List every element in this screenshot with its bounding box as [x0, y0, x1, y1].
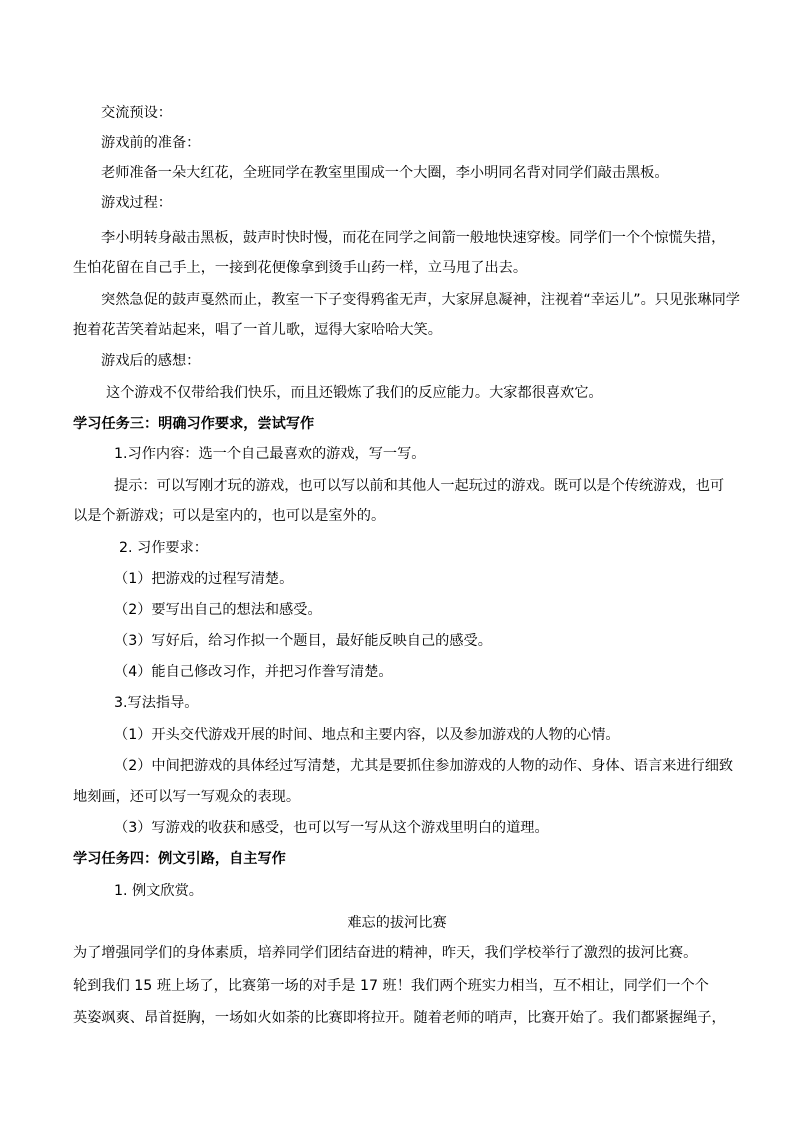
list-item: 1. 例文欣赏。 [114, 883, 203, 899]
list-item: 3.写法指导。 [114, 695, 199, 711]
paragraph-text: 老师准备一朵大红花，全班同学在教室里围成一个大圈，李小明同名背对同学们敲击黑板。 [101, 165, 669, 181]
paragraph-text: 李小明转身敲击黑板，鼓声时快时慢，而花在同学之间箭一般地快速穿梭。同学们一个个惊慌失措， [101, 230, 726, 246]
list-item: （2）中间把游戏的具体经过写清楚，尤其是要抓住参加游戏的人物的动作、身体、语言来进行细致 [114, 758, 734, 774]
list-item: （1）开头交代游戏开展的时间、地点和主要内容，以及参加游戏的人物的心情。 [114, 727, 620, 743]
list-item: 1.习作内容：选一个自己最喜欢的游戏，写一写。 [114, 446, 426, 462]
paragraph-text: 为了增强同学们的身体素质，培养同学们团结奋进的精神，昨天，我们学校举行了激烈的拔河比赛。 [73, 945, 698, 961]
heading-after-game: 游戏后的感想： [101, 353, 201, 369]
paragraph-text: 这个游戏不仅带给我们快乐，而且还锻炼了我们的反应能力。大家都很喜欢它。 [106, 385, 603, 401]
list-item: 2. 习作要求： [119, 540, 208, 556]
section-heading-task-four: 学习任务四：例文引路，自主写作 [73, 851, 286, 867]
paragraph-text: 轮到我们 15 班上场了，比赛第一场的对手是 17 班！我们两个班实力相当，互不相让，同学们一个个 [73, 978, 709, 994]
paragraph-text: 英姿飒爽、昂首挺胸，一场如火如荼的比赛即将拉开。随着老师的哨声，比赛开始了。我们都紧握绳子， [73, 1010, 726, 1026]
list-item: （3）写好后，给习作拟一个题目，最好能反映自己的感受。 [114, 633, 492, 649]
list-item: （2）要写出自己的想法和感受。 [114, 602, 322, 618]
paragraph-text: 提示：可以写刚才玩的游戏，也可以写以前和其他人一起玩过的游戏。既可以是个传统游戏，也可 [114, 478, 725, 494]
list-item: （4）能自己修改习作，并把习作誊写清楚。 [114, 664, 393, 680]
section-heading-task-three: 学习任务三：明确习作要求，尝试写作 [73, 416, 315, 432]
heading-before-game: 游戏前的准备： [101, 135, 201, 151]
list-item: （1）把游戏的过程写清楚。 [114, 571, 294, 587]
paragraph-text: 生怕花留在自己手上，一接到花便像拿到烫手山药一样，立马甩了出去。 [73, 260, 528, 276]
paragraph-text: 以是个新游戏；可以是室内的，也可以是室外的。 [73, 508, 386, 524]
heading-game-process: 游戏过程： [101, 195, 172, 211]
heading-exchange-preset: 交流预设： [101, 105, 172, 121]
paragraph-text: 突然急促的鼓声戛然而止，教室一下子变得鸦雀无声，大家屏息凝神，注视着“幸运儿”。只见张琳同学 [101, 292, 740, 308]
list-item: （3）写游戏的收获和感受，也可以写一写从这个游戏里明白的道理。 [114, 820, 549, 836]
paragraph-text: 地刻画，还可以写一写观众的表现。 [73, 789, 301, 805]
example-essay-title: 难忘的拔河比赛 [347, 915, 447, 931]
paragraph-text: 抱着花苦笑着站起来，唱了一首儿歌，逗得大家哈哈大笑。 [73, 322, 442, 338]
